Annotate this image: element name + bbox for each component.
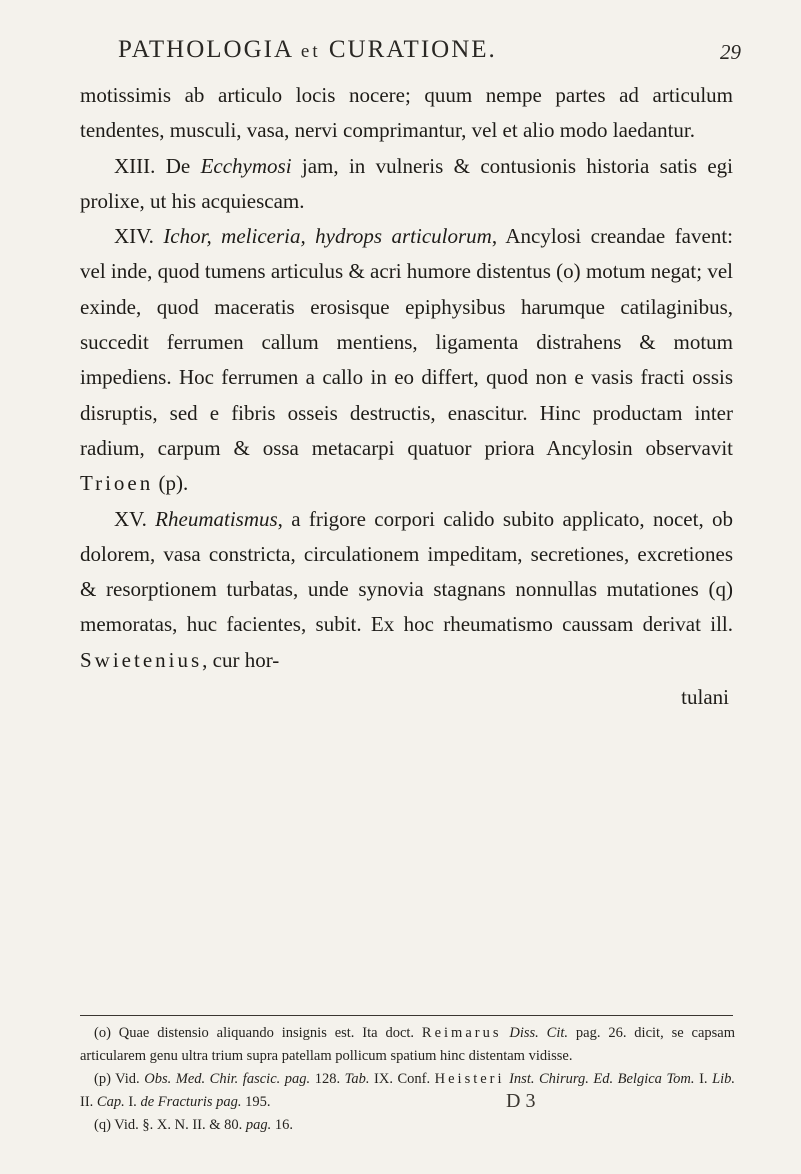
paragraph-xv-text: , a frigore corpori calido subito applicato, nocet, ob dolorem, vasa constricta, circulationem impeditam, secretiones, excretiones & resorptionem turbatas, unde synovia stagnans nonnullas mutationes (q) memoratas, huc facientes, subit. Ex hoc rheumatismo caussam derivat ill.	[80, 506, 733, 637]
page-number: 29	[720, 40, 741, 64]
author-swietenius: Swietenius	[80, 647, 203, 672]
paragraph-xiv	[80, 219, 733, 501]
footnote-p-rest2: II.	[80, 1094, 97, 1110]
footnote-q-pag: pag.	[245, 1117, 272, 1133]
paragraph-xiv-text: , Ancylosi creandae favent: vel inde, quod tumens articulus & acri humore distentus (o) motum negat; vel exinde, quod maceratis erosisque epiphysibus harumque catilaginibus, succedit ferrumen callum mentiens, ligamenta distrahens & motum impediens. Hoc ferrumen a callo in eo differt, quod non e vasis fracti ossis disruptis, sed e fibris osseis destructis, enascitur. Hinc productam inter radium, carpum & ossa metacarpi quatuor priora Ancylosin observavit	[80, 224, 733, 460]
footnote-p-cap: Cap.	[96, 1094, 125, 1110]
footnote-o	[80, 1022, 735, 1068]
term-ichor: Ichor, meliceria, hydrops articulorum	[163, 224, 492, 249]
footnote-p-tab: Tab.	[344, 1071, 370, 1087]
term-ecchymosi: Ecchymosi	[200, 153, 292, 178]
signature-mark: D 3	[506, 1090, 536, 1112]
section-number-xv: XV.	[114, 506, 156, 531]
footnote-q-rest: 16.	[271, 1117, 294, 1133]
author-trioen: Trioen	[80, 471, 154, 496]
footnote-p-lib: Lib.	[712, 1071, 736, 1087]
term-rheumatismus: Rheumatismus	[155, 506, 278, 531]
footnote-p-rest3: I.	[124, 1094, 141, 1110]
footnote-o-text: (o) Quae distensio aliquando insignis est. Ita doct.	[94, 1025, 422, 1041]
footnote-rule	[80, 1015, 733, 1016]
header-title-main: PATHOLOGIA	[118, 36, 293, 63]
header-title-end: CURATIONE.	[328, 36, 497, 63]
paragraph-xiii-text: jam, in vulneris & contusionis historia satis egi prolixe, ut his acquiescam.	[80, 153, 733, 213]
paragraph-xiii	[80, 149, 733, 220]
catchword: tulani	[681, 685, 729, 710]
header-title-et: et	[300, 41, 321, 62]
main-text	[80, 78, 733, 715]
header-title	[118, 36, 497, 64]
section-number-xiii: XIII. De	[114, 153, 201, 178]
footnote-p-rest4: 195.	[241, 1094, 271, 1110]
footnote-p-rest: I.	[694, 1071, 713, 1087]
footnote-o-author: Reimarus	[421, 1025, 502, 1041]
footnote-p-inst: Inst. Chirurg. Ed. Belgica Tom.	[509, 1071, 695, 1087]
footnote-p-mid2: IX. Conf.	[369, 1071, 435, 1087]
section-number-xiv: XIV.	[114, 224, 164, 249]
footnotes	[80, 1022, 735, 1137]
footnote-o-rest: pag. 26. dicit, se capsam articularem genu ultra trium supra patellam pollicum spatium hinc distentam vidisse.	[80, 1025, 735, 1064]
note-ref-p: (p).	[153, 471, 189, 496]
footnote-q	[80, 1114, 735, 1137]
footnote-p-text: (p) Vid.	[94, 1071, 145, 1087]
running-header	[118, 30, 741, 64]
footnote-p-mid: 128.	[310, 1071, 345, 1087]
footnote-p-author: Heisteri	[434, 1071, 505, 1087]
footnote-q-text: (q) Vid. §. X. N. II. & 80.	[94, 1117, 246, 1133]
footnote-p-work: Obs. Med. Chir. fascic. pag.	[144, 1071, 311, 1087]
paragraph-continuation: motissimis ab articulo locis nocere; quum nempe partes ad articulum tendentes, musculi, vasa, nervi comprimantur, vel et alio modo laedantur.	[80, 83, 733, 143]
paragraph-xv	[80, 502, 733, 678]
footnote-p-de: de Fracturis pag.	[140, 1094, 242, 1110]
paragraph-xv-end: , cur hor-	[202, 647, 280, 672]
footnote-o-work: Diss. Cit.	[501, 1025, 569, 1041]
footnote-p	[80, 1068, 735, 1114]
